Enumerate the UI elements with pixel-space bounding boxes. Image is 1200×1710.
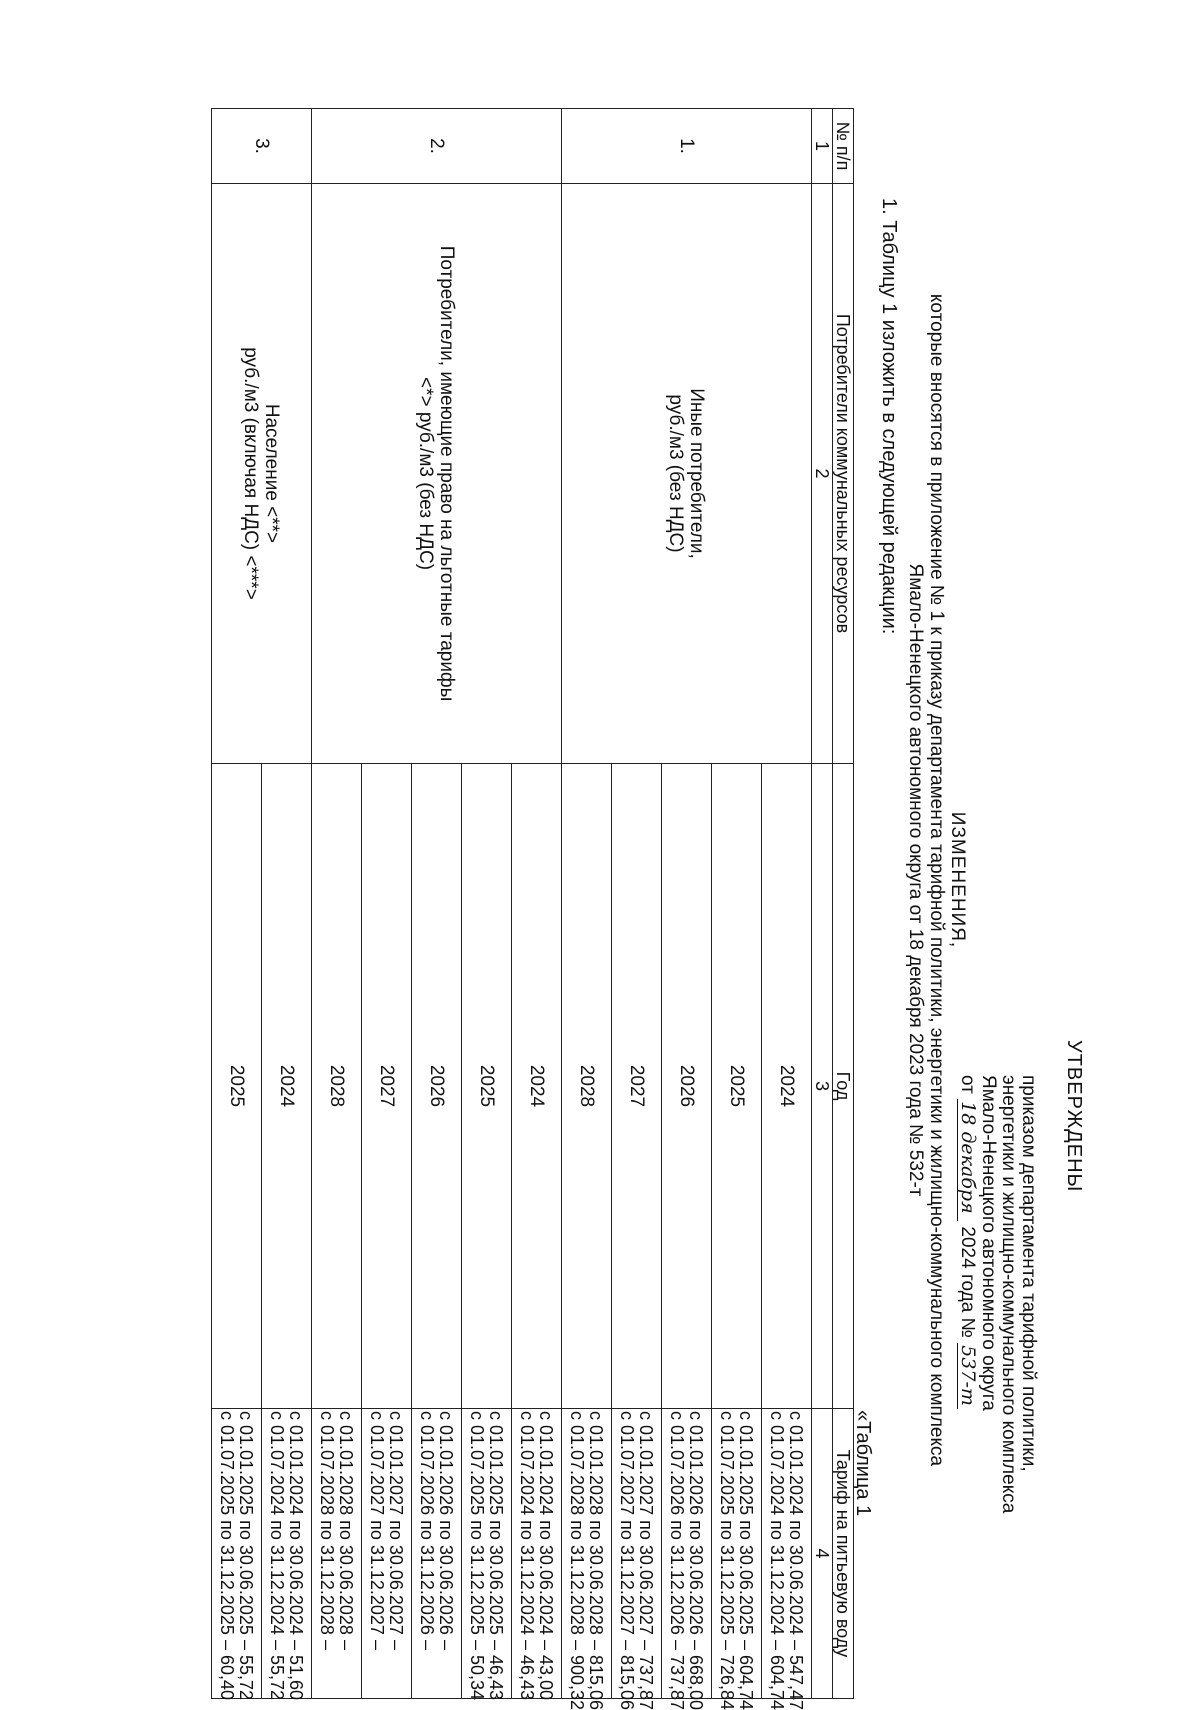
approval-from: от [957, 1075, 978, 1094]
tariff-period: с 01.07.2026 по 31.12.2026 – [417, 1411, 438, 1650]
year-cell: 2025 [712, 764, 762, 1409]
row-number: 1. [562, 109, 812, 184]
consumer-cell [312, 184, 562, 764]
year-cell: 2025 [462, 764, 512, 1409]
tariff-cell [612, 1409, 662, 1710]
tariff-period: с 01.07.2027 по 31.12.2027 – [367, 1411, 388, 1650]
tariff-period: с 01.01.2024 по 30.06.2024 – 547,47 [786, 1411, 807, 1710]
table-body [212, 109, 812, 1710]
tariff-period: с 01.01.2026 по 30.06.2026 – 668,00 [686, 1411, 707, 1710]
consumer-text: Население <**> [261, 403, 283, 544]
tariff-cell [312, 1409, 362, 1699]
handwritten-date: 18 декабря [957, 1099, 978, 1221]
consumer-cell [212, 184, 312, 764]
year-cell: 2026 [412, 764, 462, 1409]
consumer-text: Потребители, имеющие право на льготные тарифы [436, 245, 458, 702]
tariff-period: с 01.01.2025 по 30.06.2025 – 604,74 [736, 1411, 757, 1710]
tariff-period: с 01.01.2028 по 30.06.2028 – [336, 1411, 357, 1650]
approval-line: энергетики и жилищно-коммунального комплекса [998, 1075, 1019, 1514]
changes-heading-block [905, 180, 968, 1580]
row-number: 3. [212, 109, 312, 184]
tariff-period: с 01.07.2027 по 31.12.2027 – 815,06 [617, 1411, 638, 1710]
header-cell: № п/п [833, 109, 854, 184]
row-number: 2. [312, 109, 562, 184]
header-number: 4 [812, 1409, 833, 1699]
table-row [512, 109, 562, 1699]
tariff-cell [462, 1409, 512, 1699]
year-cell: 2027 [612, 764, 662, 1409]
consumer-text: руб./м3 (без НДС) [665, 394, 687, 553]
consumer-text: <*> руб./м3 (без НДС) [415, 376, 437, 571]
tariff-period: с 01.01.2025 по 30.06.2025 – 46,43 [486, 1411, 507, 1700]
tariff-period: с 01.01.2027 по 30.06.2027 – [386, 1411, 407, 1650]
tariff-cell [262, 1409, 312, 1699]
tariff-period: с 01.01.2025 по 30.06.2025 – 55,72 [236, 1411, 257, 1700]
table-header [812, 109, 854, 1699]
year-cell: 2028 [312, 764, 362, 1409]
year-cell: 2024 [512, 764, 562, 1409]
tariff-period: с 01.07.2024 по 31.12.2024 – 604,74 [767, 1411, 788, 1710]
approval-body [957, 1075, 1038, 1513]
changes-line: которые вносятся в приложение № 1 к приказу департамента тарифной политики, энергетики и жилищно-коммунального комплекса [926, 293, 947, 1467]
tariff-period: с 01.01.2026 по 30.06.2026 – [436, 1411, 457, 1650]
tariff-period: с 01.07.2025 по 31.12.2025 – 50,34 [467, 1411, 488, 1700]
table-row [262, 109, 312, 1699]
approval-title: УТВЕРЖДЕНЫ [1063, 1040, 1085, 1193]
tariff-period: с 01.07.2026 по 31.12.2026 – 737,87 [667, 1411, 688, 1710]
tariff-period: с 01.07.2028 по 31.12.2028 – 900,32 [567, 1411, 588, 1710]
tariff-period: с 01.01.2024 по 30.06.2024 – 51,60 [286, 1411, 307, 1700]
tariff-period: с 01.07.2024 по 31.12.2024 – 55,72 [267, 1411, 288, 1700]
tariff-table [211, 108, 854, 1710]
tariff-period: с 01.07.2025 по 31.12.2025 – 60,40 [217, 1411, 238, 1700]
tariff-period: с 01.01.2024 по 30.06.2024 – 43,00 [536, 1411, 557, 1700]
tariff-cell [762, 1409, 812, 1710]
tariff-period: с 01.07.2028 по 31.12.2028 – [317, 1411, 338, 1650]
header-cell: Потребители коммунальных ресурсов [833, 184, 854, 764]
tariff-cell [512, 1409, 562, 1699]
intro-text: 1. Таблицу 1 изложить в следующей редакции: [878, 198, 900, 635]
approval-line: Ямало-Ненецкого автономного округа [978, 1075, 999, 1411]
tariff-cell [412, 1409, 462, 1699]
year-cell: 2028 [562, 764, 612, 1409]
year-cell: 2026 [662, 764, 712, 1409]
changes-line: Ямало-Ненецкого автономного округа от 18 декабря 2023 года № 532-т [905, 563, 926, 1197]
header-number: 3 [812, 764, 833, 1409]
tariff-period: с 01.07.2025 по 31.12.2025 – 726,84 [717, 1411, 738, 1710]
changes-heading: ИЗМЕНЕНИЯ, [947, 811, 968, 949]
table-row [762, 109, 812, 1699]
year-cell: 2024 [762, 764, 812, 1409]
header-cell: Тариф на питьевую воду [833, 1409, 854, 1699]
header-number: 2 [812, 184, 833, 764]
handwritten-number: 537-т [957, 1343, 978, 1409]
year-cell: 2025 [212, 764, 262, 1409]
tariff-cell [362, 1409, 412, 1699]
header-number: 1 [812, 109, 833, 184]
tariff-cell [712, 1409, 762, 1710]
year-cell: 2027 [362, 764, 412, 1409]
header-cell: Год [833, 764, 854, 1409]
approval-year: 2024 года № [957, 1226, 978, 1338]
consumer-cell [562, 184, 812, 764]
tariff-period: с 01.07.2024 по 31.12.2024 – 46,43 [517, 1411, 538, 1700]
consumer-text: Иные потребители, [686, 388, 708, 559]
tariff-period: с 01.01.2027 по 30.06.2027 – 737,87 [636, 1411, 657, 1710]
tariff-cell [562, 1409, 612, 1710]
tariff-period: с 01.01.2028 по 30.06.2028 – 815,06 [586, 1411, 607, 1710]
tariff-cell [212, 1409, 262, 1699]
year-cell: 2024 [262, 764, 312, 1409]
tariff-cell [662, 1409, 712, 1710]
consumer-text: руб./м3 (включая НДС) <***> [240, 347, 262, 600]
table-caption: «Таблица 1 [852, 1410, 874, 1517]
approval-line: приказом департамента тарифной политики, [1018, 1075, 1039, 1472]
